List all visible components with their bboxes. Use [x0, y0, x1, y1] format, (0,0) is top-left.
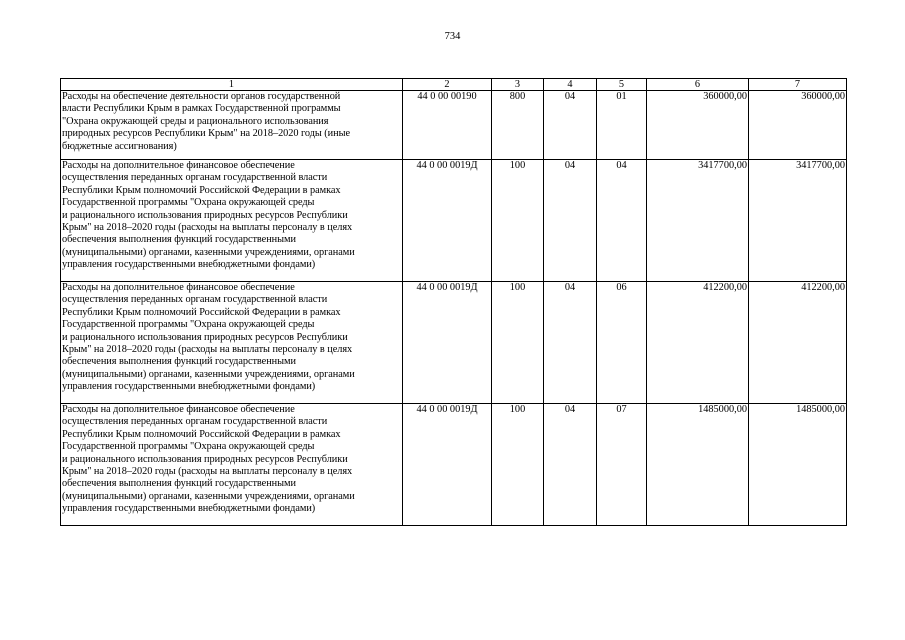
row-amount-col6: 412200,00: [647, 282, 749, 404]
header-row: [61, 79, 847, 91]
row-expense-type: 100: [492, 282, 544, 404]
table-row: [61, 404, 847, 526]
row-description: Расходы на дополнительное финансовое обеспечение осуществления переданных органам государственной власти Республики Крым полномочий Российской Федерации в рамках Государственной программы "Охрана окружающей среды и рационального использования природных ресурсов Республики Крым" на 2018–2020 годы (расходы на выплаты персоналу в целях обеспечения выполнения функций государственными (муниципальными) органами, казенными учреждениями, органами управления государственными внебюджетными фондами): [61, 282, 403, 404]
row-section: 04: [544, 160, 597, 282]
table-row: [61, 282, 847, 404]
row-subsection: 01: [597, 91, 647, 160]
header-cell-6: 6: [647, 79, 749, 91]
row-amount-col6: 1485000,00: [647, 404, 749, 526]
header-cell-4: 4: [544, 79, 597, 91]
row-expense-type: 800: [492, 91, 544, 160]
row-target-code: 44 0 00 0019Д: [403, 160, 492, 282]
budget-table: [60, 78, 847, 526]
row-amount-col7: 412200,00: [749, 282, 847, 404]
row-target-code: 44 0 00 0019Д: [403, 282, 492, 404]
row-amount-col7: 1485000,00: [749, 404, 847, 526]
header-cell-1: 1: [61, 79, 403, 91]
row-description: Расходы на дополнительное финансовое обеспечение осуществления переданных органам государственной власти Республики Крым полномочий Российской Федерации в рамках Государственной программы "Охрана окружающей среды и рационального использования природных ресурсов Республики Крым" на 2018–2020 годы (расходы на выплаты персоналу в целях обеспечения выполнения функций государственными (муниципальными) органами, казенными учреждениями, органами управления государственными внебюджетными фондами): [61, 160, 403, 282]
row-subsection: 07: [597, 404, 647, 526]
page-number: 734: [444, 31, 461, 42]
header-cell-7: 7: [749, 79, 847, 91]
table-row: [61, 91, 847, 160]
header-cell-2: 2: [403, 79, 492, 91]
row-section: 04: [544, 282, 597, 404]
row-amount-col6: 360000,00: [647, 91, 749, 160]
row-subsection: 06: [597, 282, 647, 404]
row-description: Расходы на обеспечение деятельности органов государственной власти Республики Крым в рамках Государственной программы "Охрана окружающей среды и рационального использования природных ресурсов Республики Крым" на 2018–2020 годы (иные бюджетные ассигнования): [61, 91, 403, 160]
row-amount-col7: 360000,00: [749, 91, 847, 160]
row-section: 04: [544, 404, 597, 526]
header-cell-3: 3: [492, 79, 544, 91]
row-amount-col6: 3417700,00: [647, 160, 749, 282]
header-cell-5: 5: [597, 79, 647, 91]
row-subsection: 04: [597, 160, 647, 282]
row-description: Расходы на дополнительное финансовое обеспечение осуществления переданных органам государственной власти Республики Крым полномочий Российской Федерации в рамках Государственной программы "Охрана окружающей среды и рационального использования природных ресурсов Республики Крым" на 2018–2020 годы (расходы на выплаты персоналу в целях обеспечения выполнения функций государственными (муниципальными) органами, казенными учреждениями, органами управления государственными внебюджетными фондами): [61, 404, 403, 526]
row-target-code: 44 0 00 00190: [403, 91, 492, 160]
row-section: 04: [544, 91, 597, 160]
row-expense-type: 100: [492, 404, 544, 526]
table-row: [61, 160, 847, 282]
row-target-code: 44 0 00 0019Д: [403, 404, 492, 526]
row-amount-col7: 3417700,00: [749, 160, 847, 282]
row-expense-type: 100: [492, 160, 544, 282]
